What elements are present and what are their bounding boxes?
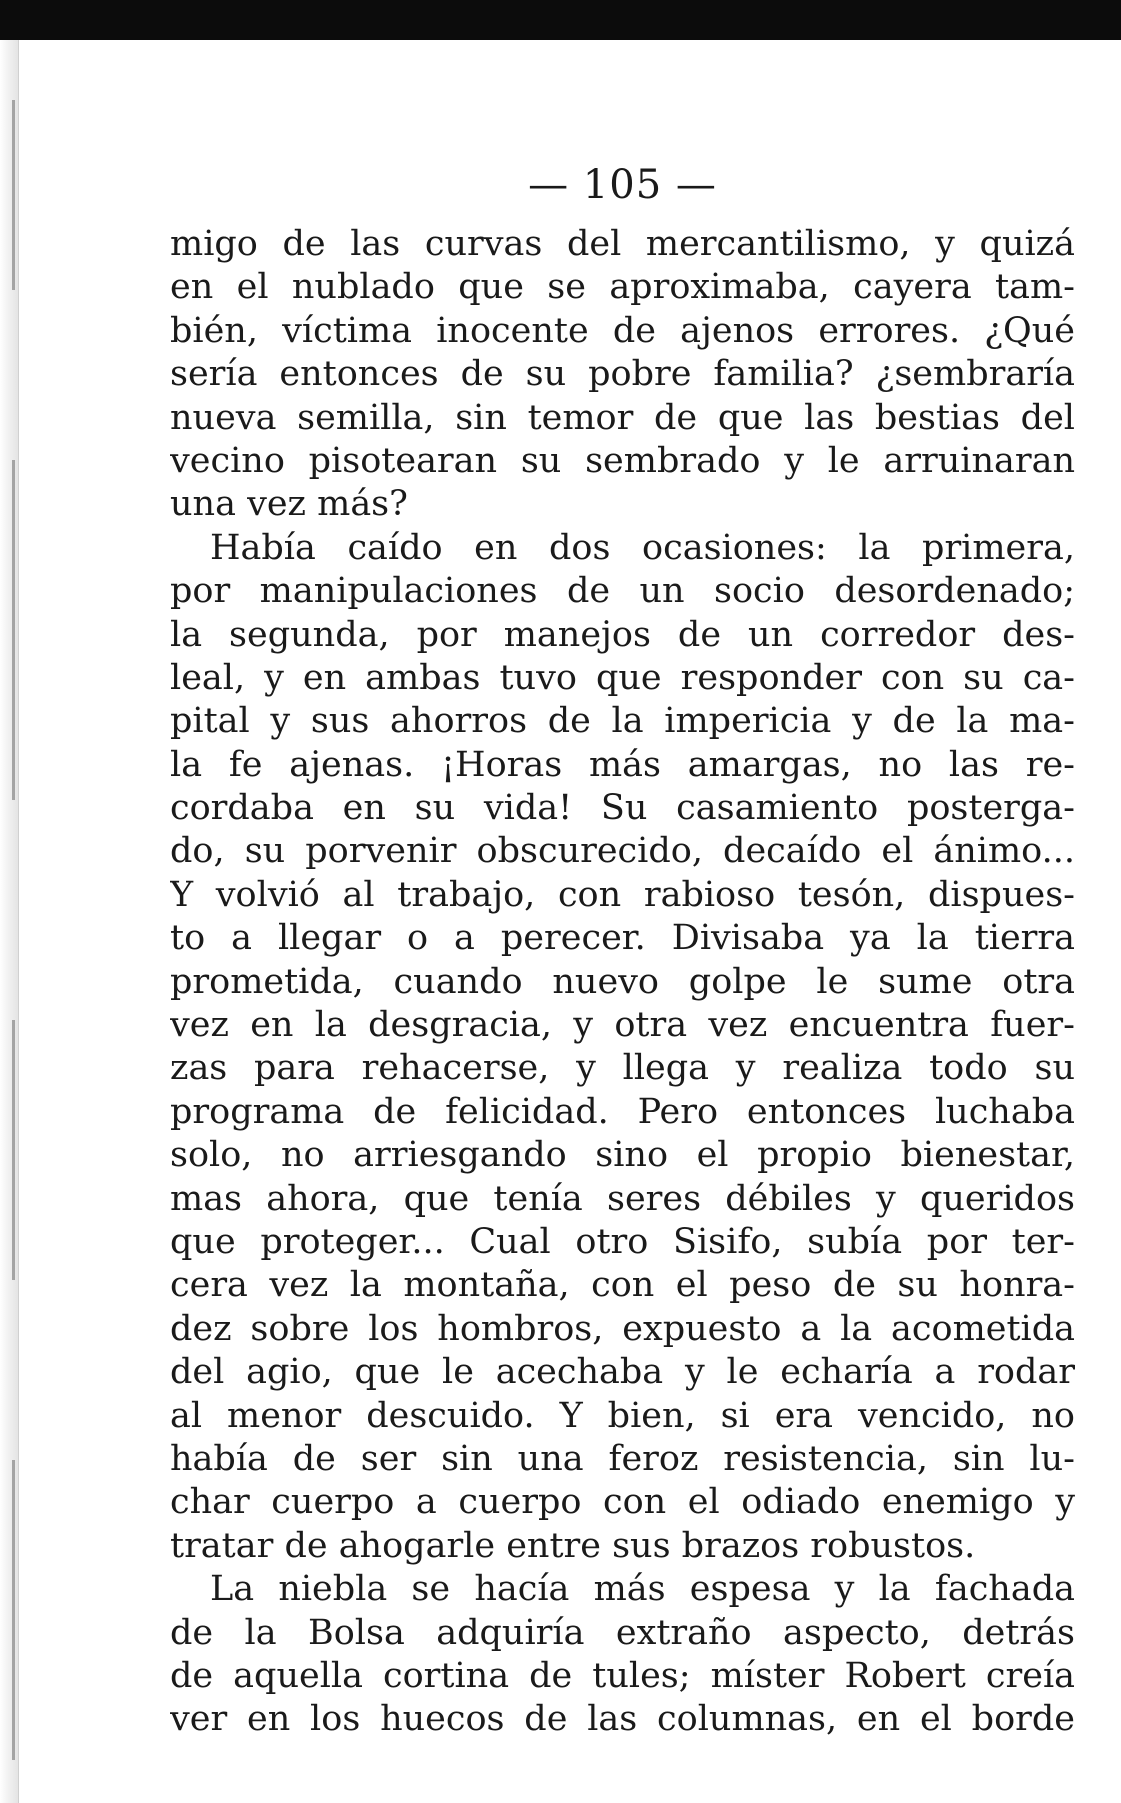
text-line: había de ser sin una feroz resistencia, sin lu- [170, 1438, 1075, 1479]
text-line: vez en la desgracia, y otra vez encuentra fuer- [170, 1005, 1075, 1046]
page-number: — 105 — [528, 162, 717, 208]
text-line: de aquella cortina de tules; míster Robert creía [170, 1655, 1075, 1696]
body-text [170, 223, 1075, 1742]
text-line: que proteger... Cual otro Sisifo, subía por ter- [170, 1221, 1075, 1262]
scan-top-edge [0, 0, 1121, 40]
text-line: en el nublado que se aproximaba, cayera tam- [170, 267, 1075, 308]
text-line: la segunda, por manejos de un corredor des- [170, 614, 1075, 655]
text-line: una vez más? [170, 484, 408, 525]
paragraph-start-line: Había caído en dos ocasiones: la primera, [210, 527, 1075, 568]
text-line: ver en los huecos de las columnas, en el borde [170, 1699, 1075, 1740]
text-line: vecino pisotearan su sembrado y le arruinaran [170, 440, 1075, 481]
text-line: al menor descuido. Y bien, si era vencido, no [170, 1395, 1075, 1436]
paragraph-start-line: La niebla se hacía más espesa y la fachada [210, 1569, 1075, 1610]
text-line: prometida, cuando nuevo golpe le sume otra [170, 961, 1075, 1002]
text-line: Y volvió al trabajo, con rabioso tesón, dispues- [170, 874, 1075, 915]
text-line: pital y sus ahorros de la impericia y de la ma- [170, 701, 1075, 742]
text-line: la fe ajenas. ¡Horas más amargas, no las re- [170, 744, 1075, 785]
binding-shadow-mark [12, 1020, 15, 1280]
text-line: mas ahora, que tenía seres débiles y queridos [170, 1178, 1075, 1219]
text-line: char cuerpo a cuerpo con el odiado enemigo y [170, 1482, 1075, 1523]
text-line: programa de felicidad. Pero entonces luchaba [170, 1091, 1075, 1132]
text-line: por manipulaciones de un socio desordenado; [170, 571, 1075, 612]
text-line: do, su porvenir obscurecido, decaído el ánimo... [170, 831, 1075, 872]
text-line: cera vez la montaña, con el peso de su honra- [170, 1265, 1075, 1306]
page-binding-gutter [0, 40, 19, 1803]
text-line: sería entonces de su pobre familia? ¿sembraría [170, 354, 1075, 395]
text-line: dez sobre los hombros, expuesto a la acometida [170, 1308, 1075, 1349]
binding-shadow-mark [12, 1460, 15, 1760]
binding-shadow-mark [12, 460, 15, 800]
text-line: bién, víctima inocente de ajenos errores. ¿Qué [170, 310, 1075, 351]
text-line: solo, no arriesgando sino el propio bienestar, [170, 1135, 1075, 1176]
text-line: zas para rehacerse, y llega y realiza todo su [170, 1048, 1075, 1089]
text-line: cordaba en su vida! Su casamiento posterga- [170, 788, 1075, 829]
binding-shadow-mark [12, 100, 15, 290]
text-line: to a llegar o a perecer. Divisaba ya la tierra [170, 918, 1075, 959]
book-page [170, 155, 1075, 1742]
text-line: tratar de ahogarle entre sus brazos robustos. [170, 1525, 976, 1566]
text-line: de la Bolsa adquiría extraño aspecto, detrás [170, 1612, 1075, 1653]
text-line: leal, y en ambas tuvo que responder con su ca- [170, 657, 1075, 698]
text-line: migo de las curvas del mercantilismo, y quizá [170, 224, 1075, 264]
text-line: del agio, que le acechaba y le echaría a rodar [170, 1352, 1075, 1393]
text-line: nueva semilla, sin temor de que las bestias del [170, 397, 1075, 438]
